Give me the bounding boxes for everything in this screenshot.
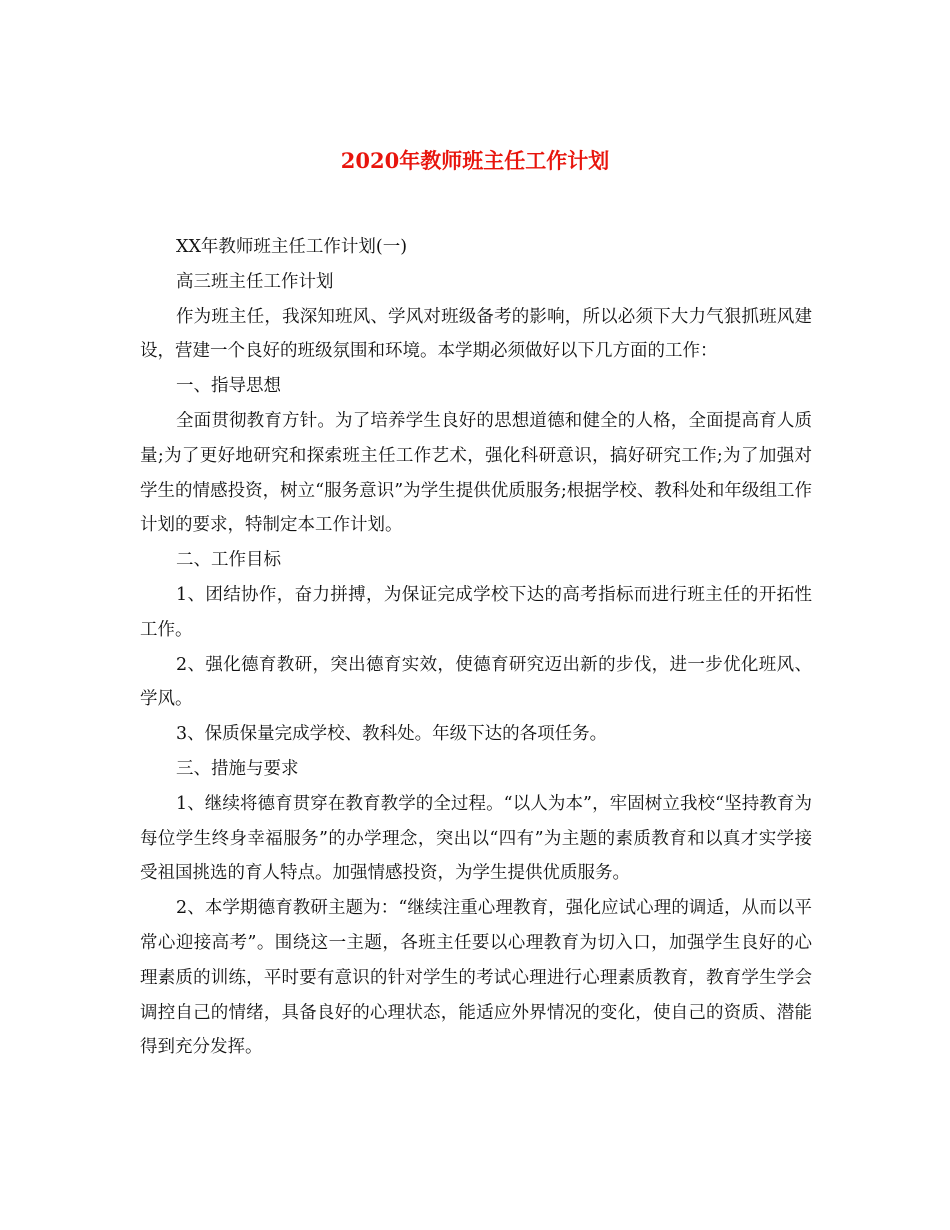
section-heading-guiding-ideology: 一、指导思想	[176, 376, 281, 397]
document-body	[140, 230, 812, 1065]
intro-paragraph: 作为班主任，我深知班风、学风对班级备考的影响，所以必须下大力气狠抓班风建设，营建一个良好的班级氛围和环境。本学期必须做好以下几方面的工作：	[140, 306, 812, 362]
measure-item-1: 1、继续将德育贯穿在教育教学的全过程。“以人为本”，牢固树立我校“坚持教育为每位学生终身幸福服务”的办学理念，突出以“四有”为主题的素质教育和以真才实学接受祖国挑选的育人特点。加强情感投资，为学生提供优质服务。	[140, 793, 812, 884]
section-heading-work-goals: 二、工作目标	[176, 550, 281, 571]
measure-item-2: 2、本学期德育教研主题为：“继续注重心理教育，强化应试心理的调适，从而以平常心迎接高考”。围绕这一主题，各班主任要以心理教育为切入口，加强学生良好的心理素质的训练，平时要有意识的针对学生的考试心理进行心理素质教育，教育学生学会调控自己的情绪，具备良好的心理状态，能适应外界情况的变化，使自己的资质、潜能得到充分发挥。	[140, 898, 812, 1058]
work-goal-item-1: 1、团结协作，奋力拼搏，为保证完成学校下达的高考指标而进行班主任的开拓性工作。	[140, 584, 812, 640]
document-title: 2020年教师班主任工作计划	[340, 148, 610, 173]
plan-name: 高三班主任工作计划	[176, 271, 334, 292]
work-goal-item-3: 3、保质保量完成学校、教科处。年级下达的各项任务。	[176, 724, 608, 745]
plan-subtitle: XX年教师班主任工作计划(一)	[176, 237, 408, 257]
guiding-ideology-paragraph: 全面贯彻教育方针。为了培养学生良好的思想道德和健全的人格，全面提高育人质量;为了更好地研究和探索班主任工作艺术，强化科研意识，搞好研究工作;为了加强对学生的情感投资，树立“服务意识”为学生提供优质服务;根据学校、教科处和年级组工作计划的要求，特制定本工作计划。	[140, 410, 812, 536]
work-goal-item-2: 2、强化德育教研，突出德育实效，使德育研究迈出新的步伐，进一步优化班风、学风。	[140, 654, 812, 710]
section-heading-measures: 三、措施与要求	[176, 758, 299, 779]
